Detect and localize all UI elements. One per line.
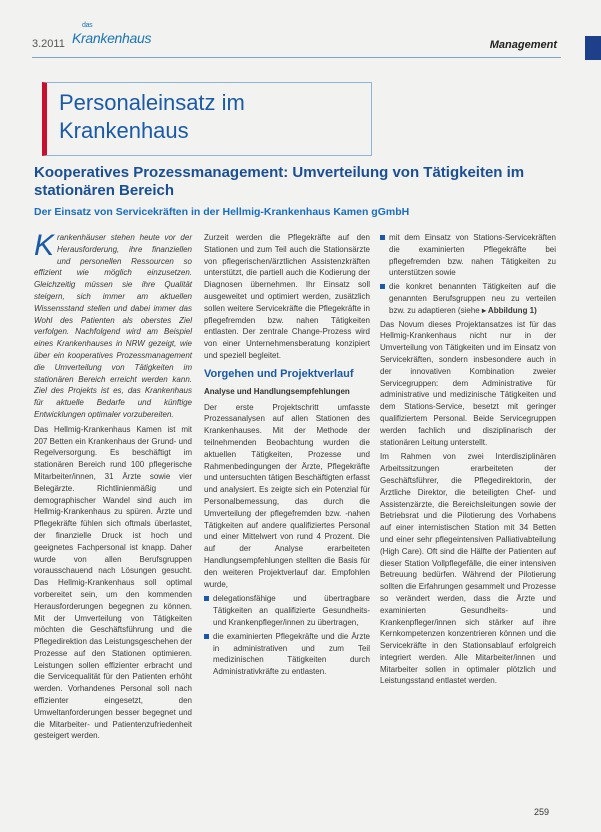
section-label: Management <box>489 39 557 51</box>
recommendation-list-continued <box>380 232 556 317</box>
bullet-icon <box>380 235 385 240</box>
body-paragraph: Zurzeit werden die Pflegekräfte auf den Stationen und zum Teil auch die Stationsärzte von pflegerischen/ärztlichen Assistenzkräften unterstützt, die partiell auch die Kodierung der Diagnosen übernehmen. Ihr Einsatz soll ausgeweitet und optimiert werden, zusätzlich sollen weitere Servicekräfte die Pflegekräfte in pflegefremden bzw. nahen Tätigkeiten entlasten. Der zentrale Change-Prozess wird von einer Unternehmensberatung konzipiert und speziell begleitet. <box>204 233 370 360</box>
recommendation-list <box>204 593 370 678</box>
sub-heading: Analyse und Handlungsempfehlungen <box>204 386 350 396</box>
page-header <box>0 0 601 64</box>
title-line-2: Krankenhaus <box>59 118 189 143</box>
list-item <box>380 232 556 279</box>
bullet-icon <box>380 284 385 289</box>
list-item <box>204 631 370 678</box>
bullet-icon <box>204 634 209 639</box>
page-number: 259 <box>533 807 549 817</box>
header-rule <box>32 57 561 58</box>
logo-text: Krankenhaus <box>72 30 152 46</box>
body-paragraph: Das Hellmig-Krankenhaus Kamen ist mit 207 Betten ein Krankenhaus der Grund- und Regelversorgung. Es beschäftigt im stationären Bereich rund 100 pflegerische Mitarbeiter/innen, 31 Ärzte sowie vier Belegärzte. Richtlinienmäßig und demographischer Wandel sind auch im Hellmig-Krankenhaus zu spüren. Ärzte und Pflegekräfte fühlen sich oftmals überlastet, der finanzielle Druck ist hoch und geeignetes Fachpersonal ist knapp. Daher wurde von allen Berufsgruppen vorausschauend nach Lösungen gesucht. Das Hellmig-Krankenhaus soll optimal vorbereitet sein, um den kommenden Herausforderungen begegnen zu können. Mit der Umverteilung von Tätigkeiten möchten die Geschäftsführung und die Pflegedirektion das Leistungsgeschehen der Prozesse auf den Stationen optimieren. Leistungen sollen effizienter erbracht und die Servicequalität für den Patienten erhöht werden. Vorhandenes Personal soll nach effizienter eingesetzt, den Umweltanforderungen besser begegnet und die Mitarbeiter- und Patientenzufriedenheit gesteigert werden. <box>34 424 192 741</box>
list-item <box>204 593 370 628</box>
body-paragraph: Im Rahmen von zwei Interdisziplinären Arbeitssitzungen erarbeiteten der Geschäftsführer, die Pflegedirektorin, der Ärztliche Direktor, die beteiligten Chef- und Assistenzärzte, die Bereichsleitungen sowie der Betriebsrat und die Pilotierung des Vorhabens auf einer internistischen Station mit 34 Betten und einer sehr pflegeintensiven Palliativabteilung (High Care). Oft sind die Hälfte der Patienten auf dieser Station Vollpflegefälle, die einer intensiven Betreuung bedürfen. Während der Pilotierung sollten die Erfahrungen gesammelt und Prozesse so verändert werden, dass die Ärzte und examinierten Gesundheits- und Krankenpfleger/innen sich stärker auf ihre Kernkompetenzen konzentrieren können und die Servicekräfte in den Stationsablauf erfolgreich integriert werden. Alle Mitarbeiter/innen und Mitarbeiter sollen in optimaler plötzlich und Leistungsstand entlastet werden. <box>380 452 556 686</box>
list-item <box>380 281 556 316</box>
logo-small-text: das <box>82 22 93 29</box>
article-headline: Kooperatives Prozessmanagement: Umverteilung von Tätigkeiten im stationären Bereich <box>34 164 525 199</box>
drop-cap: K <box>34 229 55 262</box>
article-title <box>59 89 245 145</box>
list-item-text: die konkret benannten Tätigkeiten auf die genannten Berufsgruppen neu zu verteilen bzw. zu adaptieren (siehe <box>389 282 556 315</box>
lead-paragraph <box>34 229 192 421</box>
article-title-box <box>42 82 372 156</box>
figure-reference: ▸ Abbildung 1) <box>481 305 537 315</box>
column-2 <box>204 232 370 680</box>
issue-number: 3.2011 <box>32 38 65 50</box>
article-subheadline: Der Einsatz von Servicekräften in der Hellmig-Krankenhaus Kamen gGmbH <box>34 206 410 218</box>
list-item-text: die examinierten Pflegekräfte und die Ärzte in administrativen und zum Teil medizinischen Tätigkeiten durch Administrativkräfte zu entlasten. <box>213 631 370 677</box>
body-paragraph: Das Novum dieses Projektansatzes ist für das Hellmig-Krankenhaus nicht nur in der Umverteilung von Tätigkeiten und im Einsatz von Servicekräften, sondern insbesondere auch in der innovativen Kombination zweier Servicegruppen: dem Administrative für administrative und medizinische Tätigkeiten und dem Stations-Service, besetzt mit geringer qualifiziertem Personal. Beide Servicegruppen werden fachlich und disziplinarisch der stationären Leitung unterstellt. <box>380 319 556 447</box>
bullet-icon <box>204 596 209 601</box>
body-paragraph: Der erste Projektschritt umfasste Prozessanalysen auf allen Stationen des Krankenhauses. Mit der Methode der teilnehmenden Beobachtung wurden die aktuellen Tätigkeiten, Prozesse und Rahmenbedingungen der Ärzte, Pflegekräfte und untersuchten tätigen Beschäftigten erfasst und analysiert. Es zeigte sich ein Potenzial für Personalbemessung, das durch die Umverteilung der pflegefremden bzw. -nahen Tätigkeiten auf andere qualifiziertes Personal und einer Mittelwert von rund 4 Prozent. Die auf der Analyse erarbeiteten Handlungsempfehlungen stellten die Basis für den weiteren Projektverlauf dar. Empfohlen wurde, <box>204 402 370 589</box>
header-tab-marker <box>585 36 601 60</box>
section-heading: Vorgehen und Projektverlauf <box>204 367 354 380</box>
title-line-1: Personaleinsatz im <box>59 90 245 115</box>
magazine-logo <box>72 22 152 46</box>
column-3 <box>380 232 556 690</box>
list-item-text: delegationsfähige und übertragbare Tätigkeiten an qualifizierte Gesundheits- und Krankenpfleger/innen zu übertragen, <box>213 594 370 627</box>
column-1 <box>34 229 192 745</box>
list-item-text: mit dem Einsatz von Stations-Servicekräften die examinierten Pflegekräfte bei pflegefremden bzw. nahen Tätigkeiten zu unterstützen sowie <box>389 233 556 278</box>
lead-text: rankenhäuser stehen heute vor der Herausforderung, ihre finanziellen und personellen Ressourcen so effizient wie möglich einzusetzen. Gleichzeitig müssen sie ihre Qualität steigern, sich immer am aktuellen Wissensstand stellen und dabei immer das Wohl des Patienten als oberstes Ziel verfolgen. Nachfolgend wird am Beispiel eines Krankenhauses in NRW gezeigt, wie über ein kooperatives Prozessmanagement die Umverteilung von Tätigkeiten im stationären Bereich erreicht werden kann. Ziel des Projekts ist es, das Krankenhaus für aktuelle Bedarfe und künftige Entwicklungen optimaler vorzubereiten. <box>34 233 192 419</box>
